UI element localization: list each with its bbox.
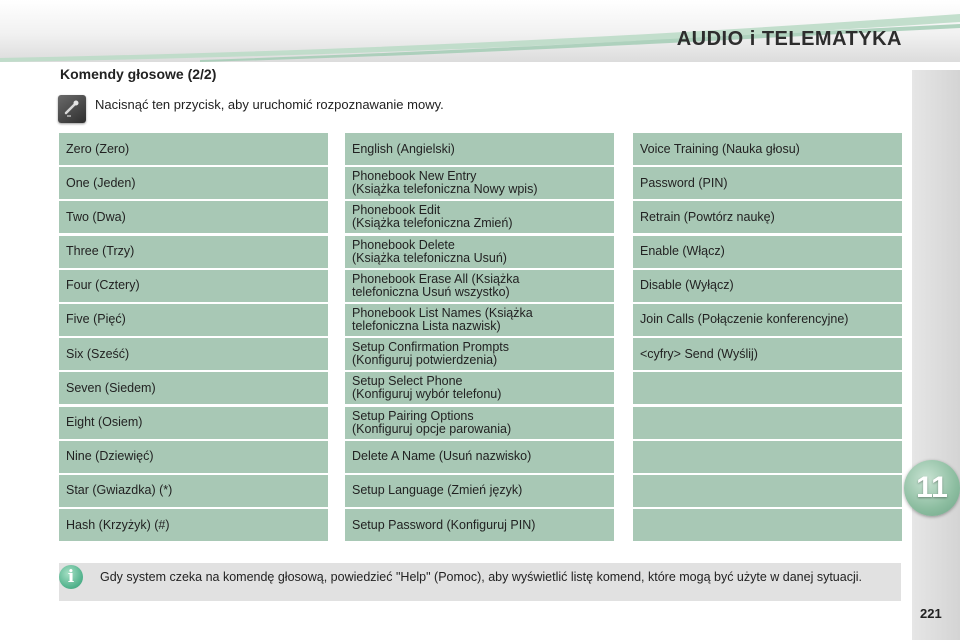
chapter-badge: 11 [904, 460, 960, 516]
section-title: Komendy głosowe (2/2) [60, 66, 217, 82]
command-cell: Five (Pięć) [59, 304, 328, 336]
command-cell: One (Jeden) [59, 167, 328, 199]
command-cell: Nine (Dziewięć) [59, 441, 328, 473]
command-cell: Join Calls (Połączenie konferencyjne) [633, 304, 902, 336]
command-cell: Setup Select Phone (Konfiguruj wybór telefonu) [345, 372, 614, 404]
command-cell: Delete A Name (Usuń nazwisko) [345, 441, 614, 473]
side-strip [912, 70, 960, 640]
command-cell: Zero (Zero) [59, 133, 328, 165]
command-cell: Four (Cztery) [59, 270, 328, 302]
command-cell-empty [633, 509, 902, 541]
command-cell: Setup Language (Zmień język) [345, 475, 614, 507]
command-cell: Eight (Osiem) [59, 407, 328, 439]
command-cell-empty [633, 441, 902, 473]
command-cell: Two (Dwa) [59, 201, 328, 233]
command-cell: Seven (Siedem) [59, 372, 328, 404]
commands-column-2 [345, 133, 614, 543]
command-cell: Phonebook New Entry (Książka telefoniczna Nowy wpis) [345, 167, 614, 199]
info-icon: i [59, 565, 83, 589]
command-cell: Star (Gwiazdka) (*) [59, 475, 328, 507]
page-header [0, 0, 960, 62]
command-cell: Phonebook Delete (Książka telefoniczna Usuń) [345, 236, 614, 268]
command-cell-empty [633, 407, 902, 439]
command-cell: English (Angielski) [345, 133, 614, 165]
command-cell: Enable (Włącz) [633, 236, 902, 268]
command-cell: <cyfry> Send (Wyślij) [633, 338, 902, 370]
command-cell: Setup Pairing Options (Konfiguruj opcje parowania) [345, 407, 614, 439]
command-cell: Voice Training (Nauka głosu) [633, 133, 902, 165]
command-cell: Disable (Wyłącz) [633, 270, 902, 302]
command-cell-empty [633, 475, 902, 507]
command-cell: Setup Password (Konfiguruj PIN) [345, 509, 614, 541]
command-cell: Phonebook Erase All (Książka telefoniczna Usuń wszystko) [345, 270, 614, 302]
command-cell: Six (Sześć) [59, 338, 328, 370]
command-cell-empty [633, 372, 902, 404]
command-cell: Hash (Krzyżyk) (#) [59, 509, 328, 541]
info-text: Gdy system czeka na komendę głosową, powiedzieć "Help" (Pomoc), aby wyświetlić listę komend, które mogą być użyte w danej sytuacji. [100, 570, 862, 584]
commands-column-1 [59, 133, 328, 543]
header-title: AUDIO i TELEMATYKA [676, 28, 902, 50]
command-cell: Setup Confirmation Prompts (Konfiguruj potwierdzenia) [345, 338, 614, 370]
page-number: 221 [920, 606, 942, 621]
command-cell: Phonebook List Names (Książka telefoniczna Lista nazwisk) [345, 304, 614, 336]
press-instruction: Nacisnąć ten przycisk, aby uruchomić rozpoznawanie mowy. [95, 97, 444, 112]
commands-column-3 [633, 133, 902, 543]
command-cell: Retrain (Powtórz naukę) [633, 201, 902, 233]
voice-button-icon [58, 95, 86, 123]
command-cell: Password (PIN) [633, 167, 902, 199]
command-cell: Three (Trzy) [59, 236, 328, 268]
command-cell: Phonebook Edit (Książka telefoniczna Zmień) [345, 201, 614, 233]
